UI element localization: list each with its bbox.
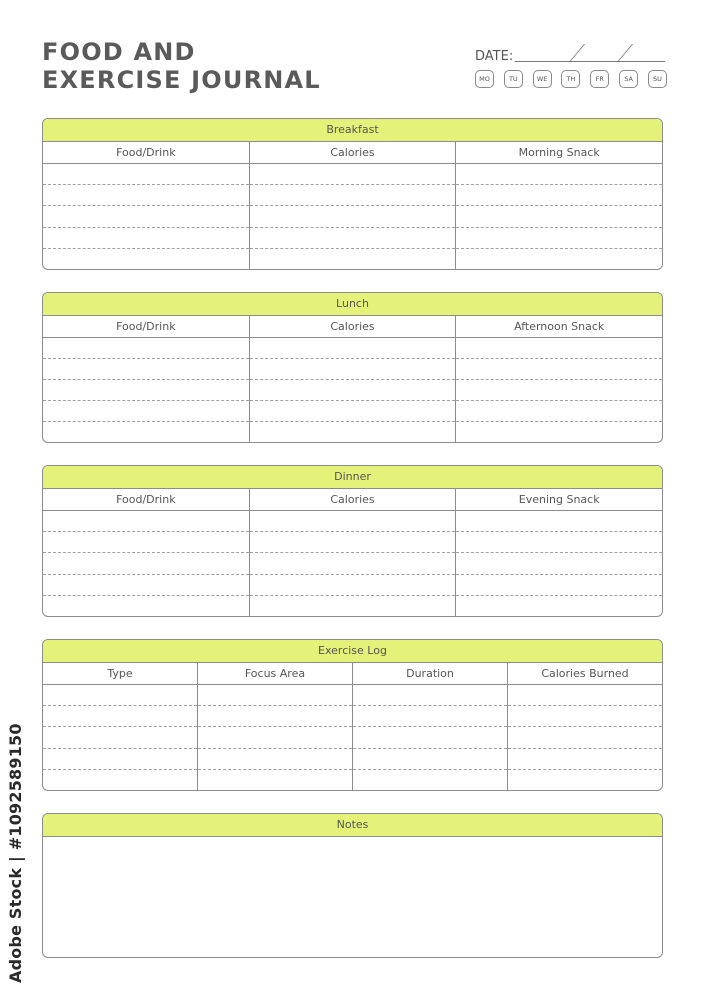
column-header: Focus Area (198, 663, 352, 685)
lunch-calories-column (249, 316, 456, 442)
date-underline (515, 61, 665, 62)
entry-line[interactable] (250, 575, 456, 596)
exercise-type-column (43, 663, 197, 790)
date-separator (617, 44, 633, 62)
breakfast-section (42, 118, 663, 270)
entry-line[interactable] (456, 338, 662, 359)
entry-line[interactable] (250, 206, 456, 227)
entry-line[interactable] (456, 359, 662, 380)
notes-header: Notes (43, 814, 662, 837)
notes-area[interactable] (43, 837, 662, 957)
day-mo[interactable]: MO (475, 70, 494, 88)
entry-line[interactable] (250, 422, 456, 442)
entry-line[interactable] (43, 596, 249, 616)
lunch-snack-column (455, 316, 662, 442)
day-tu[interactable]: TU (504, 70, 523, 88)
entry-line[interactable] (250, 596, 456, 616)
entry-line[interactable] (250, 359, 456, 380)
entry-line[interactable] (43, 532, 249, 553)
entry-line[interactable] (508, 727, 662, 748)
title-line-1: FOOD AND (42, 38, 196, 66)
breakfast-snack-column (455, 142, 662, 269)
entry-line[interactable] (456, 206, 662, 227)
breakfast-food-column (43, 142, 249, 269)
weekday-selector (475, 70, 667, 88)
column-header: Morning Snack (456, 142, 662, 164)
entry-line[interactable] (250, 338, 456, 359)
entry-line[interactable] (198, 706, 352, 727)
entry-line[interactable] (456, 532, 662, 553)
entry-line[interactable] (456, 511, 662, 532)
entry-line[interactable] (43, 553, 249, 574)
entry-line[interactable] (43, 206, 249, 227)
exercise-focus-column (197, 663, 352, 790)
entry-line[interactable] (250, 532, 456, 553)
entry-line[interactable] (508, 770, 662, 790)
entry-line[interactable] (198, 727, 352, 748)
entry-line[interactable] (43, 575, 249, 596)
entry-line[interactable] (456, 401, 662, 422)
entry-line[interactable] (456, 228, 662, 249)
entry-line[interactable] (43, 685, 197, 706)
notes-section (42, 813, 663, 958)
dinner-header: Dinner (43, 466, 662, 489)
column-header: Afternoon Snack (456, 316, 662, 338)
column-header: Food/Drink (43, 489, 249, 511)
entry-line[interactable] (456, 596, 662, 616)
entry-line[interactable] (43, 422, 249, 442)
dinner-calories-column (249, 489, 456, 616)
breakfast-header: Breakfast (43, 119, 662, 142)
dinner-food-column (43, 489, 249, 616)
lunch-header: Lunch (43, 293, 662, 316)
entry-line[interactable] (456, 575, 662, 596)
entry-line[interactable] (250, 164, 456, 185)
day-su[interactable]: SU (648, 70, 667, 88)
entry-line[interactable] (43, 249, 249, 269)
exercise-log-section (42, 639, 663, 791)
entry-line[interactable] (198, 685, 352, 706)
lunch-food-column (43, 316, 249, 442)
entry-line[interactable] (43, 511, 249, 532)
stock-id-label: Adobe Stock | #1092589150 (6, 723, 25, 983)
entry-line[interactable] (43, 185, 249, 206)
entry-line[interactable] (43, 164, 249, 185)
entry-line[interactable] (43, 228, 249, 249)
column-header: Calories (250, 142, 456, 164)
entry-line[interactable] (43, 706, 197, 727)
dinner-section (42, 465, 663, 617)
entry-line[interactable] (456, 380, 662, 401)
date-label: DATE: (475, 49, 514, 64)
day-th[interactable]: TH (561, 70, 580, 88)
entry-line[interactable] (198, 770, 352, 790)
entry-line[interactable] (43, 380, 249, 401)
column-header: Food/Drink (43, 316, 249, 338)
column-header: Type (43, 663, 197, 685)
day-fr[interactable]: FR (590, 70, 609, 88)
entry-line[interactable] (198, 749, 352, 770)
title-line-2: EXERCISE JOURNAL (42, 66, 321, 94)
column-header: Calories (250, 316, 456, 338)
exercise-calories-burned-column (507, 663, 662, 790)
entry-line[interactable] (353, 706, 507, 727)
entry-line[interactable] (250, 380, 456, 401)
entry-line[interactable] (250, 228, 456, 249)
entry-line[interactable] (250, 511, 456, 532)
entry-line[interactable] (353, 770, 507, 790)
journal-title (42, 38, 321, 94)
column-header: Evening Snack (456, 489, 662, 511)
entry-line[interactable] (250, 553, 456, 574)
entry-line[interactable] (456, 422, 662, 442)
column-header: Calories Burned (508, 663, 662, 685)
day-sa[interactable]: SA (619, 70, 638, 88)
entry-line[interactable] (456, 249, 662, 269)
entry-line[interactable] (43, 770, 197, 790)
entry-line[interactable] (508, 749, 662, 770)
exercise-log-header: Exercise Log (43, 640, 662, 663)
dinner-snack-column (455, 489, 662, 616)
entry-line[interactable] (43, 338, 249, 359)
entry-line[interactable] (353, 727, 507, 748)
day-we[interactable]: WE (533, 70, 552, 88)
column-header: Calories (250, 489, 456, 511)
column-header: Food/Drink (43, 142, 249, 164)
entry-line[interactable] (353, 749, 507, 770)
entry-line[interactable] (508, 685, 662, 706)
entry-line[interactable] (43, 727, 197, 748)
entry-line[interactable] (250, 401, 456, 422)
lunch-section (42, 292, 663, 443)
entry-line[interactable] (353, 685, 507, 706)
date-separator (569, 44, 585, 62)
entry-line[interactable] (250, 249, 456, 269)
breakfast-calories-column (249, 142, 456, 269)
column-header: Duration (353, 663, 507, 685)
entry-line[interactable] (43, 401, 249, 422)
entry-line[interactable] (508, 706, 662, 727)
entry-line[interactable] (456, 185, 662, 206)
entry-line[interactable] (456, 553, 662, 574)
entry-line[interactable] (43, 359, 249, 380)
entry-line[interactable] (456, 164, 662, 185)
entry-line[interactable] (250, 185, 456, 206)
entry-line[interactable] (43, 749, 197, 770)
exercise-duration-column (352, 663, 507, 790)
date-field[interactable] (475, 48, 665, 66)
